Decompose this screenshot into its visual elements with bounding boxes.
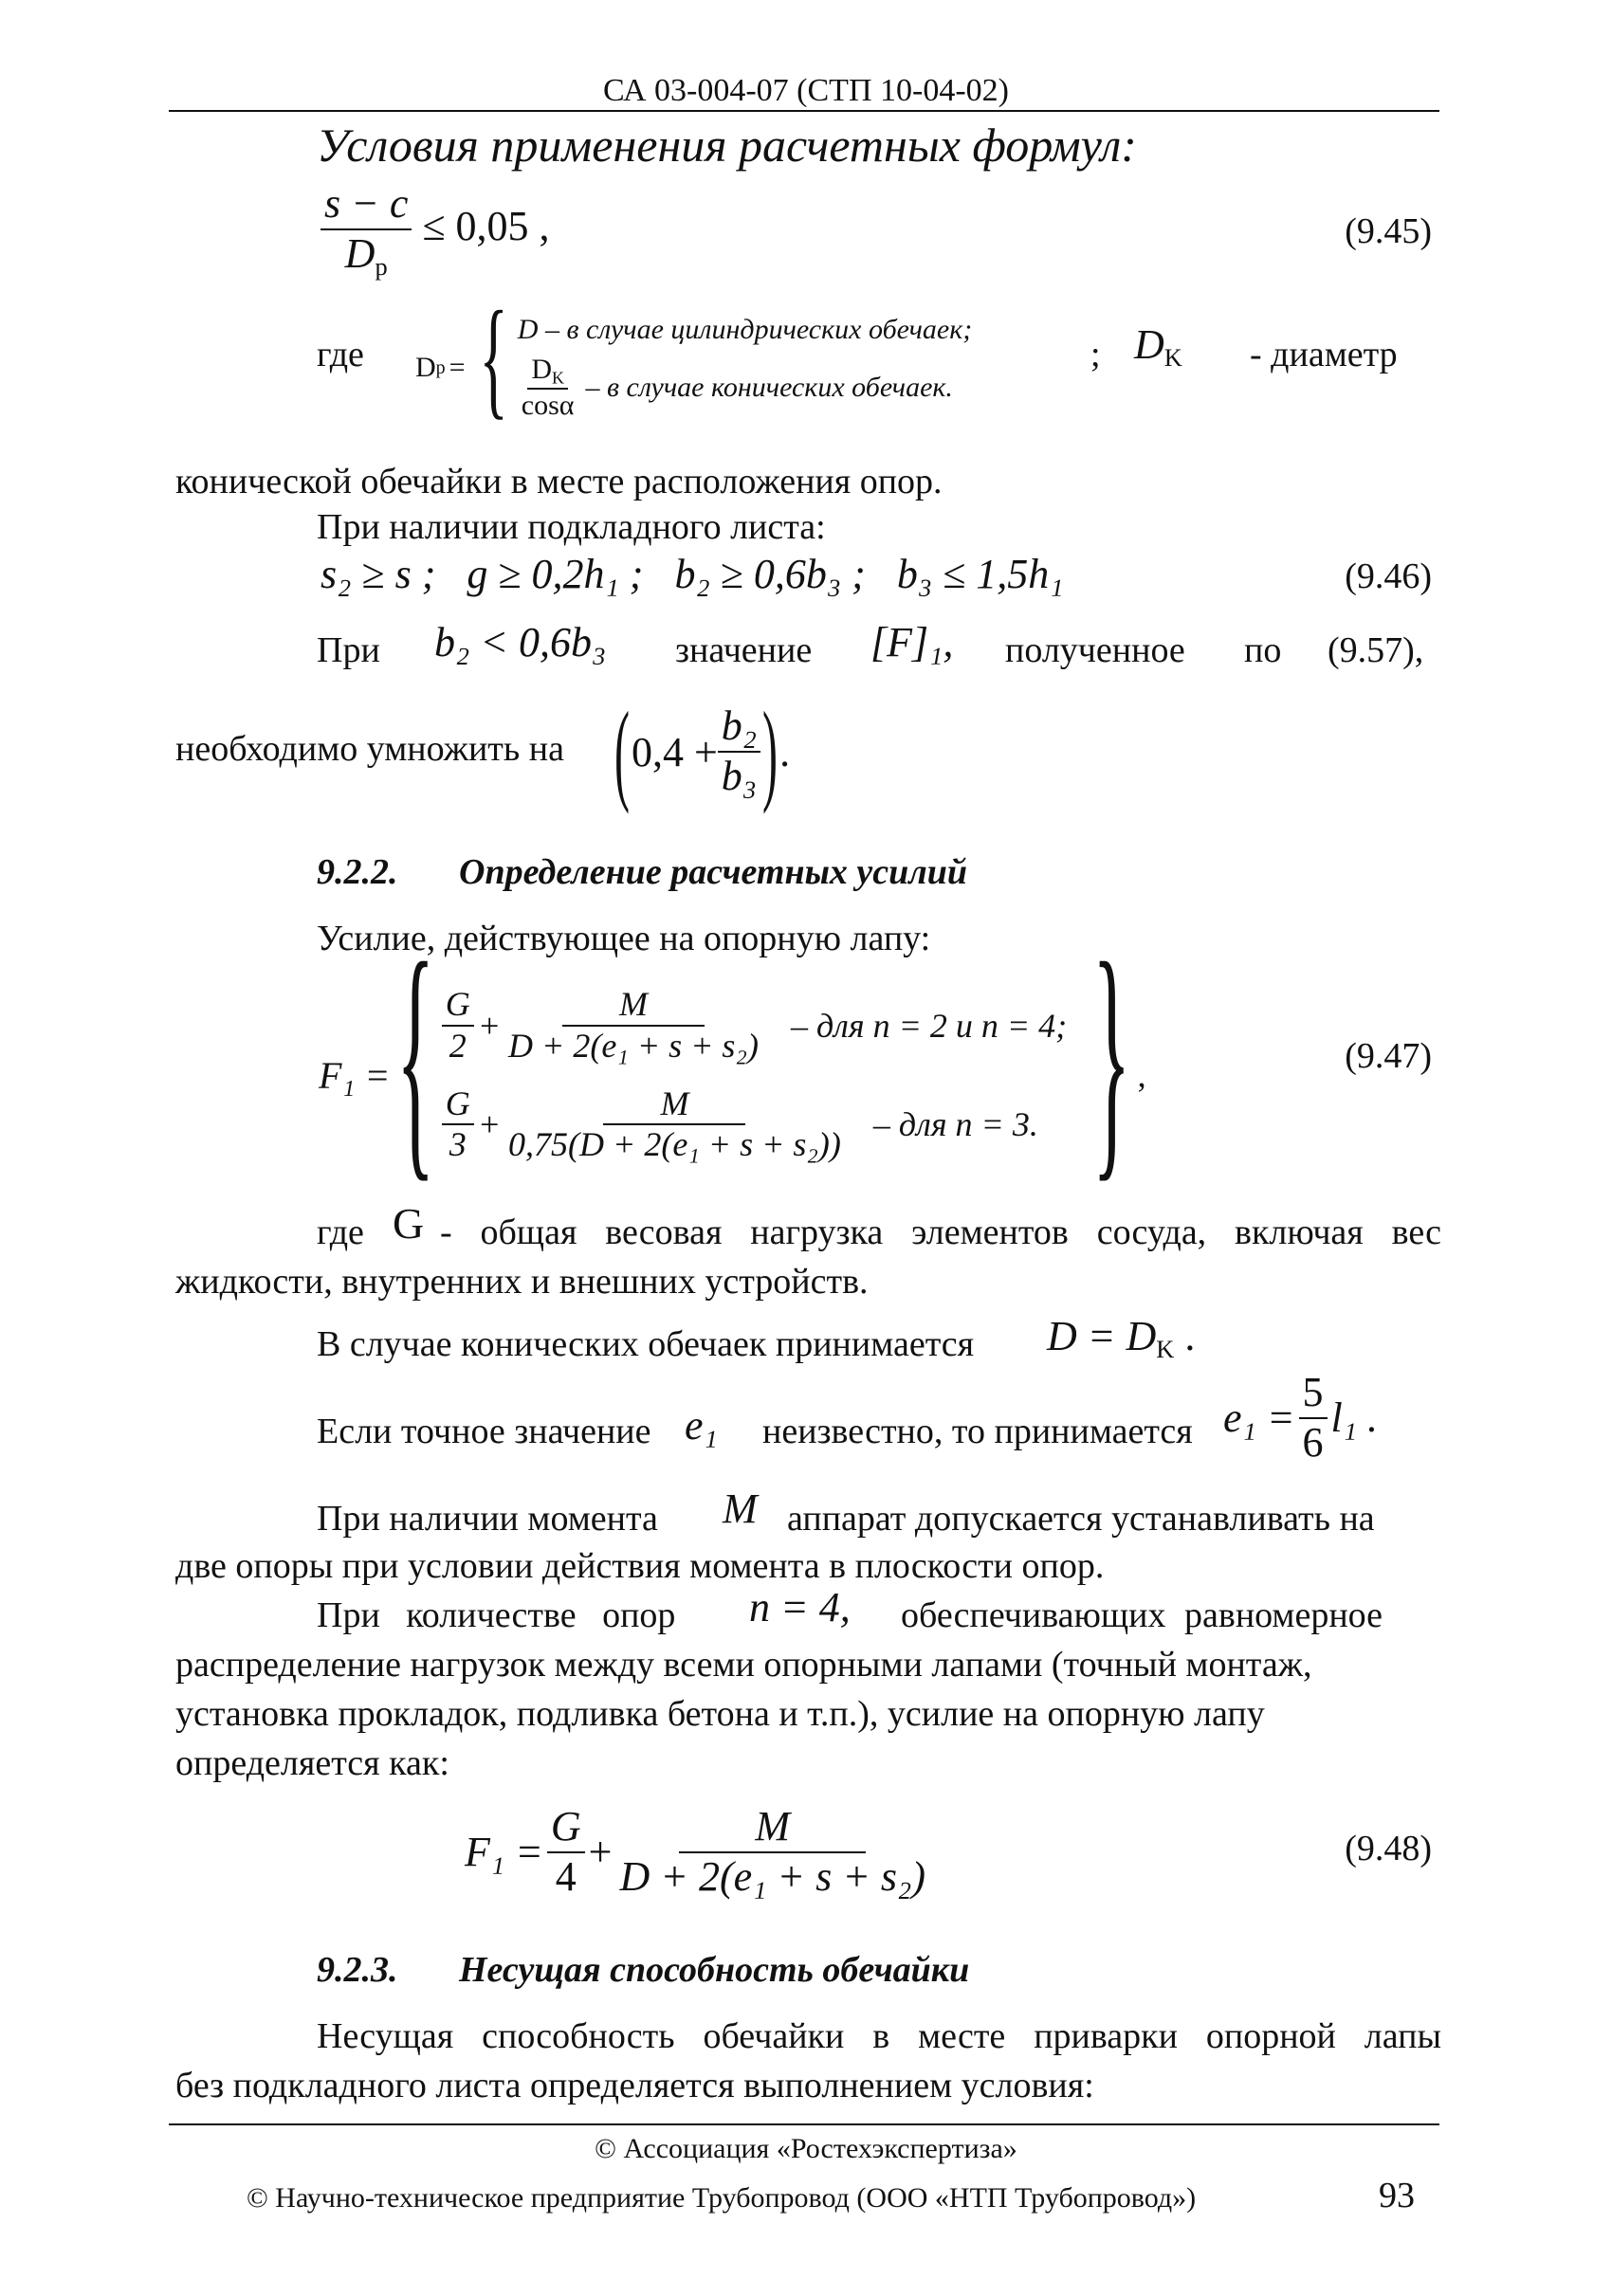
- multiplier-expression: ( 0,4 + $\frac{\text{b₂}}{\text{b₃}}$ ) .: [614, 688, 791, 814]
- e1-symbol: e₁: [685, 1402, 718, 1449]
- section-223-text-1: Несущая способность обечайки в месте приварки опорной лапы: [317, 2016, 1441, 2056]
- header-doc-code: СА 03-004-07 (СТП 10-04-02): [603, 73, 1009, 108]
- dp-case2-den: cosα: [521, 389, 575, 421]
- value-symbol: [F]₁,: [870, 619, 954, 665]
- dp-case2-num: D: [531, 353, 552, 385]
- dp-definition: D р = { D – в случае цилиндрических обечаек; $D_K$ cosα – в случае конических обечаек.: [415, 284, 973, 431]
- dp-case-cylindrical: D – в случае цилиндрических обечаек;: [517, 313, 973, 345]
- moment-text-1a: При наличии момента: [317, 1499, 658, 1539]
- equation-9-48: F₁ = $\frac{G}{4}$ + $\frac{M}{\text{D + 2(e₁ + s + s₂)}}$: [465, 1803, 926, 1900]
- eq945-numerator: s − c: [321, 180, 412, 230]
- eq945-rhs: ≤ 0,05 ,: [422, 203, 550, 250]
- n4-text-1b: обеспечивающих равномерное: [901, 1595, 1383, 1635]
- reference: (9.57),: [1328, 630, 1424, 670]
- eq945-denominator-sub: р: [375, 251, 388, 281]
- mult-den: b₃: [721, 753, 758, 799]
- equation-9-45: [321, 180, 550, 281]
- f1-lhs: F₁ =: [319, 1053, 391, 1097]
- g-text-2: жидкости, внутренних и внешних устройств.: [175, 1262, 869, 1302]
- section-222-title: Определение расчетных усилий: [459, 852, 968, 892]
- n4-text-1a: При количестве опор: [317, 1595, 676, 1635]
- dk-text-continuation: конической обечайки в месте расположения опор.: [175, 462, 943, 501]
- eq948-number: (9.48): [1345, 1829, 1432, 1868]
- moment-text-1b: аппарат допускается устанавливать на: [787, 1499, 1375, 1539]
- g-where: где: [317, 1212, 364, 1252]
- conic-equation: $D = D_K$ .: [1047, 1313, 1196, 1363]
- footer-line-1: © Ассоциация «Ростехэкспертиза»: [595, 2133, 1017, 2164]
- mult-num: b₂: [718, 702, 760, 753]
- dp-case2-num-sub: K: [551, 368, 564, 388]
- case2-condition: – для n = 3.: [872, 1105, 1038, 1144]
- pad-intro: При наличии подкладного листа:: [317, 507, 826, 547]
- g-text-1: - общая весовая нагрузка элементов сосуда, включая вес: [440, 1212, 1441, 1252]
- e1-text-2: неизвестно, то принимается: [762, 1412, 1193, 1451]
- footer-line-2: © Научно-техническое предприятие Трубопровод (ООО «НТП Трубопровод»): [247, 2182, 1197, 2214]
- obtained-word: полученное: [1005, 630, 1185, 670]
- equation-9-46: s₂ ≥ s ; g ≥ 0,2h₁ ; b₂ ≥ 0,6b₃ ; b₃ ≤ 1,5h₁: [321, 551, 1064, 597]
- case1-condition: – для n = 2 и n = 4;: [790, 1006, 1068, 1045]
- multiply-text: необходимо умножить на: [175, 729, 564, 769]
- moment-text-2: две опоры при условии действия момента в плоскости опор.: [175, 1546, 1105, 1586]
- when-condition: b₂ < 0,6b₃: [434, 619, 607, 665]
- force-intro: Усилие, действующее на опорную лапу:: [317, 919, 931, 958]
- section-223-text-2: без подкладного листа определяется выполнением условия:: [175, 2066, 1094, 2105]
- g-symbol: G: [393, 1199, 425, 1248]
- dk-symbol: $D_K$: [1134, 321, 1182, 372]
- where-label: где: [317, 335, 364, 374]
- moment-symbol: M: [723, 1485, 758, 1532]
- n4-text-4: определяется как:: [175, 1743, 449, 1783]
- eq946-number: (9.46): [1345, 556, 1432, 596]
- eq947-number: (9.47): [1345, 1036, 1432, 1076]
- n4-text-2: распределение нагрузок между всеми опорными лапами (точный монтаж,: [175, 1645, 1312, 1685]
- section-223-number: 9.2.3.: [317, 1950, 398, 1990]
- section-223-title: Несущая способность обечайки: [459, 1950, 970, 1990]
- by-word: по: [1244, 630, 1282, 670]
- e1-text-1: Если точное значение: [317, 1412, 651, 1451]
- equation-9-47: F₁ = { G 2 + $\frac{M}{\text{D + 2(e₁ + s + s₂)}}$ – для n = 2 и n = 4; G 3 + $\frac{M}{\text{0,75(D + 2(e₁ + s + s₂))}}$ – для n = 3. } ,: [319, 908, 1146, 1203]
- conic-text: В случае конических обечаек принимается: [317, 1324, 975, 1364]
- dp-lhs-sub: р: [435, 356, 446, 378]
- eq945-number: (9.45): [1345, 211, 1432, 251]
- page-number: 93: [1379, 2176, 1415, 2215]
- conditions-title: Условия применения расчетных формул:: [317, 118, 1137, 172]
- eq945-denominator: D: [344, 229, 376, 277]
- e1-formula: e₁ = $\frac{5}{6}$ l₁ .: [1223, 1369, 1379, 1466]
- dp-case-conical: – в случае конических обечаек.: [585, 371, 953, 403]
- dk-text-start: - диаметр: [1250, 335, 1398, 374]
- n4-text-3: установка прокладок, подливка бетона и т.п.), усилие на опорную лапу: [175, 1694, 1265, 1734]
- n4-symbol: n = 4,: [749, 1584, 851, 1631]
- mult-const: 0,4 +: [631, 728, 718, 775]
- footer-rule: [169, 2123, 1439, 2125]
- value-word: значение: [675, 630, 813, 670]
- dp-lhs: D: [415, 352, 436, 383]
- section-222-number: 9.2.2.: [317, 852, 398, 892]
- header-rule: [169, 110, 1439, 112]
- when-word: При: [317, 630, 380, 670]
